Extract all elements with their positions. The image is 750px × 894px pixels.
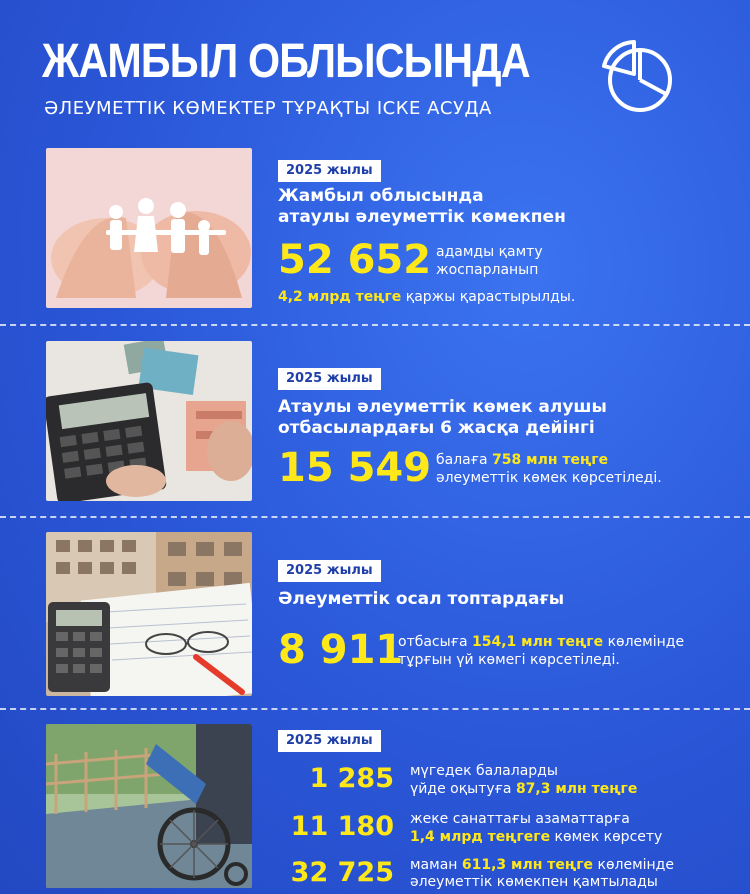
section-heading: Атаулы әлеуметтік көмек алушы	[278, 397, 607, 417]
year-badge: 2025 жылы	[278, 560, 381, 582]
highlight-amount: 154,1 млн теңге	[471, 634, 604, 650]
section-heading: Жамбыл облысында	[278, 186, 484, 206]
house-documents-photo	[46, 532, 252, 696]
stat-text-part: отбасыға	[398, 634, 472, 650]
stat-text	[410, 828, 662, 846]
year-badge: 2025 жылы	[278, 730, 381, 752]
calculator-money-photo	[46, 341, 252, 501]
stat-text-part: үйде оқытуға	[410, 781, 516, 797]
highlight-amount: 1,4 млрд теңгеге	[410, 829, 551, 845]
stat-text: тұрғын үй көмегі көрсетіледі.	[398, 652, 620, 668]
stat-number: 8 911	[278, 627, 404, 673]
stat-text-part: маман	[410, 857, 462, 873]
highlight-amount: 4,2 млрд теңге	[278, 289, 402, 305]
stat-footnote	[278, 288, 575, 306]
highlight-amount: 758 млн теңге	[492, 452, 609, 468]
stat-text: жеке санаттағы азаматтарға	[410, 811, 630, 827]
stat-number: 1 285	[309, 763, 394, 794]
section-divider	[0, 324, 750, 326]
stat-text	[410, 856, 674, 874]
year-badge: 2025 жылы	[278, 160, 381, 182]
wheelchair-photo	[46, 724, 252, 888]
stat-text-part: балаға	[436, 452, 493, 468]
stat-number: 15 549	[278, 445, 432, 491]
stat-text: жоспарланып	[436, 262, 539, 278]
stat-text: адамды қамту	[436, 244, 543, 260]
stat-text: мүгедек балаларды	[410, 763, 558, 779]
stat-text-part: көлемінде	[593, 857, 674, 873]
stat-text-part: көмек көрсету	[550, 829, 663, 845]
year-badge: 2025 жылы	[278, 368, 381, 390]
pie-chart-icon	[598, 36, 678, 116]
stat-text	[410, 780, 637, 798]
stat-text: әлеуметтік көмекпен қамтылады	[410, 874, 658, 890]
section-heading: Әлеуметтік осал топтардағы	[278, 589, 565, 609]
stat-text	[436, 451, 608, 469]
stat-number: 32 725	[290, 857, 394, 888]
stat-text-part: көлемінде	[603, 634, 685, 650]
section-divider	[0, 516, 750, 518]
section-divider	[0, 708, 750, 710]
highlight-amount: 87,3 млн теңге	[515, 781, 638, 797]
section-heading: атаулы әлеуметтік көмекпен	[278, 207, 566, 227]
stat-text: әлеуметтік көмек көрсетіледі.	[436, 470, 662, 486]
stat-text	[398, 633, 684, 651]
footnote-text: қаржы қарастырылды.	[401, 289, 576, 305]
section-heading: отбасылардағы 6 жасқа дейінгі	[278, 418, 595, 438]
highlight-amount: 611,3 млн теңге	[461, 857, 594, 873]
family-hands-photo	[46, 148, 252, 308]
stat-number: 11 180	[290, 811, 394, 842]
page-title: ЖАМБЫЛ ОБЛЫСЫНДА	[42, 35, 530, 88]
page-subtitle: ӘЛЕУМЕТТІК КӨМЕКТЕР ТҰРАҚТЫ ІСКЕ АСУДА	[44, 98, 492, 119]
stat-number: 52 652	[278, 237, 432, 283]
